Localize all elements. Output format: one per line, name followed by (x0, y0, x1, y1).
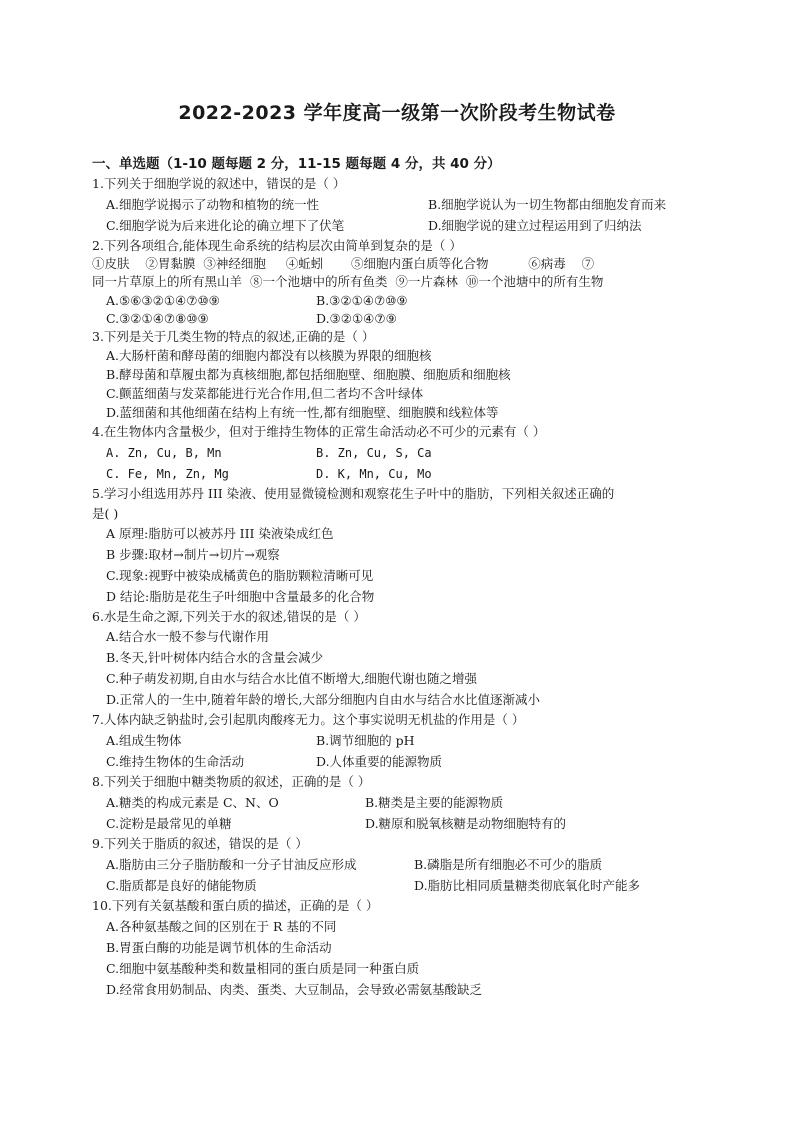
question-1-option-c: C.细胞学说为后来进化论的确立埋下了伏笔 (106, 218, 345, 233)
question-5-option-c: C.现象:视野中被染成橘黄色的脂肪颗粒清晰可见 (106, 568, 374, 583)
question-5-stem: 5.学习小组选用苏丹 III 染液、使用显微镜检测和观察花生子叶中的脂肪，下列相关叙述正确的 (92, 486, 615, 501)
question-1-option-a: A.细胞学说揭示了动物和植物的统一性 (106, 197, 320, 212)
question-10-option-a: A.各种氨基酸之间的区别在于 R 基的不同 (106, 919, 337, 934)
question-2-items-line-1: ①皮肤 ②胃黏膜 ③神经细胞 ④蚯蚓 ⑤细胞内蛋白质等化合物 ⑥病毒 ⑦ (92, 256, 595, 271)
question-3-option-a: A.大肠杆菌和酵母菌的细胞内都没有以核膜为界限的细胞核 (106, 348, 432, 363)
question-6-option-d: D.正常人的一生中,随着年龄的增长,大部分细胞内自由水与结合水比值逐渐减小 (106, 692, 540, 707)
question-5-stem-continued: 是( ) (92, 506, 119, 521)
question-4-option-a: A. Zn, Cu, B, Mn (106, 446, 222, 460)
question-8-option-d: D.糖原和脱氧核糖是动物细胞特有的 (365, 816, 567, 831)
question-8-option-a: A.糖类的构成元素是 C、N、O (106, 795, 279, 810)
question-5-option-a: A 原理:脂肪可以被苏丹 III 染液染成红色 (106, 526, 334, 541)
question-4-option-c: C. Fe, Mn, Zn, Mg (106, 467, 229, 481)
question-3-option-c: C.颤蓝细菌与发菜都能进行光合作用,但二者均不含叶绿体 (106, 386, 424, 401)
question-5-option-b: B 步骤:取材→制片→切片→观察 (106, 547, 280, 562)
question-1-stem: 1.下列关于细胞学说的叙述中，错误的是（ ） (92, 176, 346, 191)
question-1-option-d: D.细胞学说的建立过程运用到了归纳法 (428, 218, 642, 233)
question-2-items-line-2: 同一片草原上的所有黑山羊 ⑧一个池塘中的所有鱼类 ⑨一片森林 ⑩一个池塘中的所有生物 (92, 274, 604, 289)
question-1-option-b: B.细胞学说认为一切生物都由细胞发育而来 (428, 197, 667, 212)
question-10-option-d: D.经常食用奶制品、肉类、蛋类、大豆制品，会导致必需氨基酸缺乏 (106, 982, 483, 997)
question-8-stem: 8.下列关于细胞中糖类物质的叙述，正确的是（ ） (92, 774, 371, 789)
question-5-option-d: D 结论:脂肪是花生子叶细胞中含量最多的化合物 (106, 589, 375, 604)
question-9-option-a: A.脂肪由三分子脂肪酸和一分子甘油反应形成 (106, 857, 357, 872)
question-2-option-c: C.③②①④⑦⑧⑩⑨ (106, 311, 209, 326)
question-7-option-b: B.调节细胞的 pH (316, 733, 415, 748)
question-6-option-a: A.结合水一般不参与代谢作用 (106, 629, 270, 644)
question-4-stem: 4.在生物体内含量极少，但对于维持生物体的正常生命活动必不可少的元素有（ ） (92, 424, 546, 439)
question-10-option-c: C.细胞中氨基酸种类和数量相同的蛋白质是同一种蛋白质 (106, 961, 420, 976)
question-2-stem: 2.下列各项组合,能体现生命系统的结构层次由简单到复杂的是（ ） (92, 238, 462, 253)
question-3-stem: 3.下列是关于几类生物的特点的叙述,正确的是（ ） (92, 329, 375, 344)
question-6-stem: 6.水是生命之源,下列关于水的叙述,错误的是（ ） (92, 609, 366, 624)
question-8-option-c: C.淀粉是最常见的单糖 (106, 816, 232, 831)
question-8-option-b: B.糖类是主要的能源物质 (365, 795, 504, 810)
question-7-option-d: D.人体重要的能源物质 (316, 754, 443, 769)
question-9-option-b: B.磷脂是所有细胞必不可少的脂质 (414, 857, 603, 872)
page-title: 2022-2023 学年度高一级第一次阶段考生物试卷 (178, 102, 616, 124)
question-7-stem: 7.人体内缺乏钠盐时,会引起肌肉酸疼无力。这个事实说明无机盐的作用是（ ） (92, 712, 525, 727)
section-heading: 一、单选题（1-10 题每题 2 分，11-15 题每题 4 分，共 40 分） (92, 156, 501, 172)
question-7-option-a: A.组成生物体 (106, 733, 182, 748)
question-7-option-c: C.维持生物体的生命活动 (106, 754, 245, 769)
question-4-option-b: B. Zn, Cu, S, Ca (316, 446, 432, 460)
question-6-option-c: C.种子萌发初期,自由水与结合水比值不断增大,细胞代谢也随之增强 (106, 671, 478, 686)
question-2-option-b: B.③②①④⑦⑩⑨ (316, 293, 408, 308)
question-2-option-a: A.⑤⑥③②①④⑦⑩⑨ (106, 293, 220, 308)
question-2-option-d: D.③②①④⑦⑨ (316, 311, 397, 326)
question-9-option-d: D.脂肪比相同质量糖类彻底氧化时产能多 (414, 878, 641, 893)
question-6-option-b: B.冬天,针叶树体内结合水的含量会减少 (106, 650, 324, 665)
question-10-option-b: B.胃蛋白酶的功能是调节机体的生命活动 (106, 940, 332, 955)
question-9-stem: 9.下列关于脂质的叙述，错误的是（ ） (92, 836, 308, 851)
question-3-option-b: B.酵母菌和草履虫都为真核细胞,都包括细胞壁、细胞膜、细胞质和细胞核 (106, 367, 511, 382)
question-4-option-d: D. K, Mn, Cu, Mo (316, 467, 432, 481)
question-9-option-c: C.脂质都是良好的储能物质 (106, 878, 257, 893)
question-3-option-d: D.蓝细菌和其他细菌在结构上有统一性,都有细胞壁、细胞膜和线粒体等 (106, 405, 499, 420)
question-10-stem: 10.下列有关氨基酸和蛋白质的描述，正确的是（ ） (92, 898, 379, 913)
